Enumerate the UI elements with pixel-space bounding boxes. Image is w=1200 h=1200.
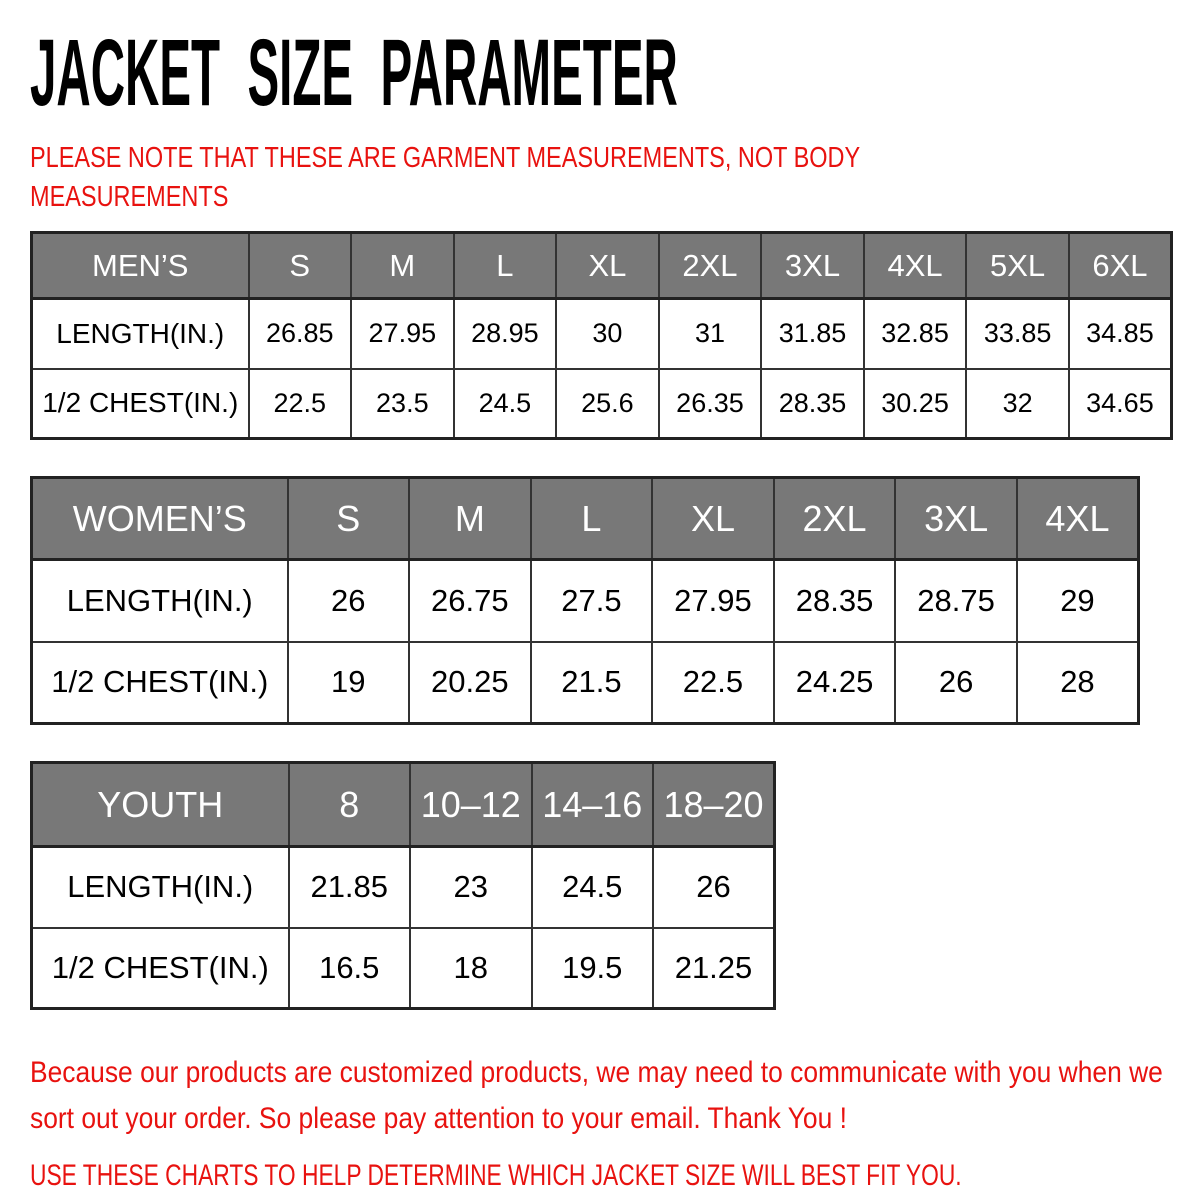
measurement-value: 27.5 [531,560,653,642]
measurement-value: 24.5 [454,369,557,439]
measurement-value: 16.5 [289,928,411,1009]
measurement-value: 33.85 [966,299,1069,369]
mens-size-header: 2XL [659,233,762,299]
measurement-value: 18 [410,928,532,1009]
youth-size-header: 18–20 [653,763,775,847]
mens-header-row [32,233,1172,299]
measurement-value: 31.85 [761,299,864,369]
measurement-value: 25.6 [556,369,659,439]
mens-size-header: 6XL [1069,233,1172,299]
measurement-value: 28.95 [454,299,557,369]
mens-size-header: 4XL [864,233,967,299]
mens-table-row [32,369,1172,439]
measurement-value: 23.5 [351,369,454,439]
measurement-label: LENGTH(IN.) [32,299,249,369]
measurement-value: 28.75 [895,560,1017,642]
youth-size-header: 10–12 [410,763,532,847]
womens-size-header: 2XL [774,478,896,560]
measurement-value: 26.85 [249,299,352,369]
measurement-value: 29 [1017,560,1139,642]
usage-note: USE THESE CHARTS TO HELP DETERMINE WHICH JACKET SIZE WILL BEST FIT YOU. [30,1159,962,1192]
measurement-value: 27.95 [351,299,454,369]
measurement-value: 32.85 [864,299,967,369]
youth-table-title: YOUTH [32,763,289,847]
mens-table-title: MEN’S [32,233,249,299]
mens-table-row [32,299,1172,369]
measurement-value: 24.5 [532,847,654,928]
measurement-value: 31 [659,299,762,369]
womens-table-row [32,642,1139,724]
measurement-value: 26 [288,560,410,642]
youth-header-row [32,763,775,847]
measurement-label: 1/2 CHEST(IN.) [32,928,289,1009]
youth-table-row [32,847,775,928]
womens-table-title: WOMEN’S [32,478,288,560]
measurement-value: 28.35 [761,369,864,439]
measurement-value: 24.25 [774,642,896,724]
page-title: JACKET SIZE PARAMETER [30,20,678,126]
measurement-value: 30.25 [864,369,967,439]
measurement-value: 21.5 [531,642,653,724]
measurement-label: LENGTH(IN.) [32,847,289,928]
womens-header-row [32,478,1139,560]
measurement-value: 26.35 [659,369,762,439]
measurement-value: 30 [556,299,659,369]
womens-size-header: L [531,478,653,560]
customization-note: Because our products are customized products, we may need to communicate with you when we sort out your order. So please pay attention to your email. Thank You ! [30,1056,1163,1135]
youth-size-header: 8 [289,763,411,847]
measurement-value: 28.35 [774,560,896,642]
mens-size-header: M [351,233,454,299]
measurement-label: 1/2 CHEST(IN.) [32,369,249,439]
measurement-label: LENGTH(IN.) [32,560,288,642]
mens-size-header: 3XL [761,233,864,299]
womens-size-header: 3XL [895,478,1017,560]
youth-size-table [30,761,776,1010]
measurement-value: 26.75 [409,560,531,642]
garment-measurement-note: PLEASE NOTE THAT THESE ARE GARMENT MEASUREMENTS, NOT BODY MEASUREMENTS [30,142,860,213]
youth-table-row [32,928,775,1009]
womens-table-row [32,560,1139,642]
mens-size-header: S [249,233,352,299]
measurement-value: 27.95 [652,560,774,642]
measurement-value: 32 [966,369,1069,439]
measurement-value: 20.25 [409,642,531,724]
womens-size-table [30,476,1140,725]
measurement-value: 21.85 [289,847,411,928]
measurement-value: 22.5 [249,369,352,439]
measurement-value: 26 [895,642,1017,724]
mens-size-header: 5XL [966,233,1069,299]
measurement-value: 23 [410,847,532,928]
mens-size-header: L [454,233,557,299]
womens-size-header: 4XL [1017,478,1139,560]
womens-size-header: XL [652,478,774,560]
mens-size-header: XL [556,233,659,299]
mens-size-table [30,231,1173,440]
womens-size-header: M [409,478,531,560]
measurement-value: 28 [1017,642,1139,724]
measurement-label: 1/2 CHEST(IN.) [32,642,288,724]
measurement-value: 34.85 [1069,299,1172,369]
measurement-value: 19 [288,642,410,724]
womens-size-header: S [288,478,410,560]
measurement-value: 26 [653,847,775,928]
measurement-value: 34.65 [1069,369,1172,439]
measurement-value: 21.25 [653,928,775,1009]
youth-size-header: 14–16 [532,763,654,847]
measurement-value: 22.5 [652,642,774,724]
measurement-value: 19.5 [532,928,654,1009]
